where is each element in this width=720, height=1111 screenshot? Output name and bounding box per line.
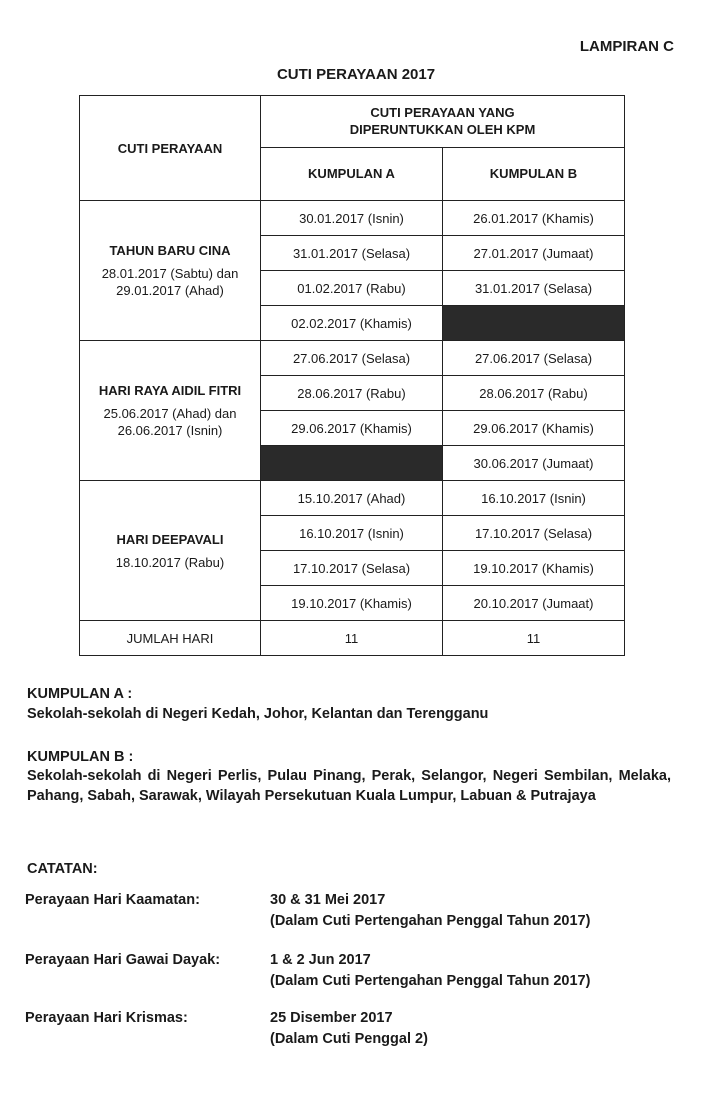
date-cell-a: 17.10.2017 (Selasa) <box>261 551 443 586</box>
date-cell-b: 17.10.2017 (Selasa) <box>443 516 625 551</box>
catatan-date: 25 Disember 2017 <box>270 1010 393 1026</box>
festival-cell <box>80 341 261 481</box>
page-title: CUTI PERAYAAN 2017 <box>276 66 436 83</box>
kumpulan-a-text: Sekolah-sekolah di Negeri Kedah, Johor, Kelantan dan Terengganu <box>27 706 489 722</box>
header-cuti-perayaan: CUTI PERAYAAN <box>80 96 261 201</box>
header-kpm <box>261 96 625 148</box>
kumpulan-b-text: Sekolah-sekolah di Negeri Perlis, Pulau Pinang, Perak, Selangor, Negeri Sembilan, Melaka, Pahang, Sabah, Sarawak, Wilayah Persekutuan Kuala Lumpur, Labuan & Putrajaya <box>27 768 671 804</box>
header-kumpulan-a: KUMPULAN A <box>261 147 443 200</box>
date-cell-a: 27.06.2017 (Selasa) <box>261 341 443 376</box>
header-kumpulan-b: KUMPULAN B <box>443 147 625 200</box>
festival-name: HARI DEEPAVALI <box>116 531 224 547</box>
table-row <box>80 201 625 236</box>
festival-cell <box>80 201 261 341</box>
catatan-label: Perayaan Hari Kaamatan: <box>25 892 200 908</box>
catatan-section <box>27 861 671 877</box>
date-cell-b: 19.10.2017 (Khamis) <box>443 551 625 586</box>
kumpulan-a-section <box>27 686 671 724</box>
festival-name: HARI RAYA AIDIL FITRI <box>98 383 242 398</box>
date-cell-b: 30.06.2017 (Jumaat) <box>443 446 625 481</box>
total-a: 11 <box>261 621 443 656</box>
total-label: JUMLAH HARI <box>80 621 261 656</box>
date-cell-b: 28.06.2017 (Rabu) <box>443 376 625 411</box>
total-b: 11 <box>443 621 625 656</box>
catatan-note: (Dalam Cuti Penggal 2) <box>270 1031 428 1047</box>
catatan-note: (Dalam Cuti Pertengahan Penggal Tahun 2017) <box>270 973 591 989</box>
date-cell-a: 19.10.2017 (Khamis) <box>261 586 443 621</box>
date-cell-a: 30.01.2017 (Isnin) <box>261 201 443 236</box>
catatan-date: 30 & 31 Mei 2017 <box>270 892 386 908</box>
kumpulan-b-heading: KUMPULAN B : <box>27 749 134 765</box>
kumpulan-a-heading: KUMPULAN A : <box>27 686 133 702</box>
date-cell-a: 28.06.2017 (Rabu) <box>261 376 443 411</box>
blank-cell <box>443 306 625 341</box>
festival-date: 28.01.2017 (Sabtu) dan 29.01.2017 (Ahad) <box>101 266 239 298</box>
blank-cell <box>261 446 443 481</box>
date-cell-a: 02.02.2017 (Khamis) <box>261 306 443 341</box>
header-kpm-text: CUTI PERAYAAN YANG DIPERUNTUKKAN OLEH KPM <box>349 105 536 138</box>
festival-date: 25.06.2017 (Ahad) dan 26.06.2017 (Isnin) <box>103 406 237 438</box>
date-cell-a: 01.02.2017 (Rabu) <box>261 271 443 306</box>
festival-date: 18.10.2017 (Rabu) <box>115 554 225 570</box>
date-cell-a: 31.01.2017 (Selasa) <box>261 236 443 271</box>
appendix-label: LAMPIRAN C <box>579 38 674 55</box>
table-row <box>80 341 625 376</box>
date-cell-a: 16.10.2017 (Isnin) <box>261 516 443 551</box>
kumpulan-b-section <box>27 749 671 806</box>
catatan-label: Perayaan Hari Gawai Dayak: <box>25 952 221 968</box>
catatan-date: 1 & 2 Jun 2017 <box>270 952 371 968</box>
date-cell-b: 27.06.2017 (Selasa) <box>443 341 625 376</box>
festival-cell <box>80 481 261 621</box>
date-cell-b: 20.10.2017 (Jumaat) <box>443 586 625 621</box>
table-row <box>80 481 625 516</box>
date-cell-b: 26.01.2017 (Khamis) <box>443 201 625 236</box>
holiday-table <box>79 95 625 656</box>
date-cell-b: 31.01.2017 (Selasa) <box>443 271 625 306</box>
date-cell-b: 29.06.2017 (Khamis) <box>443 411 625 446</box>
date-cell-b: 16.10.2017 (Isnin) <box>443 481 625 516</box>
festival-name: TAHUN BARU CINA <box>109 243 231 258</box>
date-cell-b: 27.01.2017 (Jumaat) <box>443 236 625 271</box>
date-cell-a: 15.10.2017 (Ahad) <box>261 481 443 516</box>
date-cell-a: 29.06.2017 (Khamis) <box>261 411 443 446</box>
catatan-heading: CATATAN: <box>27 861 98 877</box>
catatan-label: Perayaan Hari Krismas: <box>25 1010 188 1026</box>
total-row <box>80 621 625 656</box>
catatan-note: (Dalam Cuti Pertengahan Penggal Tahun 2017) <box>270 913 591 929</box>
